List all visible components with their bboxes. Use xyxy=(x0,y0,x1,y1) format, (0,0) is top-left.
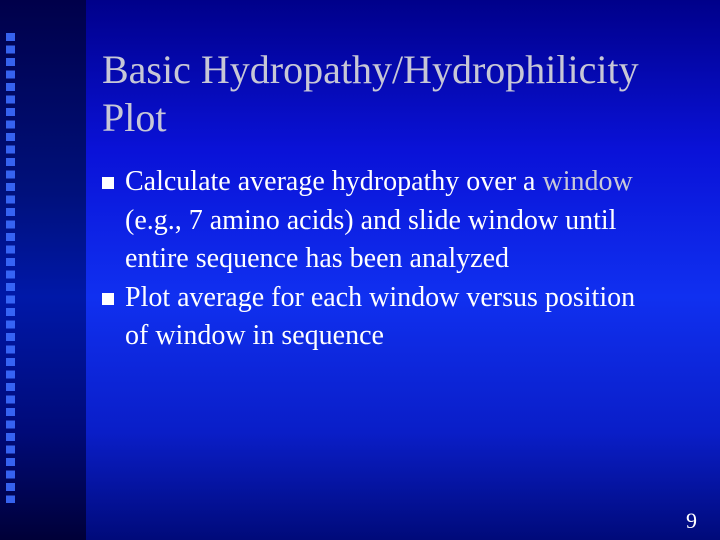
bullet-1-text-before: Calculate average hydropathy over a xyxy=(125,166,543,197)
bullet-square-icon xyxy=(102,293,114,305)
slide-title: Basic Hydropathy/Hydrophilicity Plot xyxy=(102,47,639,140)
slide-body xyxy=(100,163,660,356)
bullet-1-text-after: (e.g., 7 amino acids) and slide window until entire sequence has been analyzed xyxy=(125,204,617,274)
left-square-pattern xyxy=(6,33,15,503)
bullet-2-text: Plot average for each window versus position of window in sequence xyxy=(125,281,636,351)
page-number: 9 xyxy=(686,508,697,533)
bullet-square-icon xyxy=(102,177,114,189)
bullet-item-1 xyxy=(100,163,660,279)
bullet-item-2 xyxy=(100,279,660,356)
bullet-1-emphasis: window xyxy=(542,166,633,197)
left-decorative-strip xyxy=(0,0,86,540)
